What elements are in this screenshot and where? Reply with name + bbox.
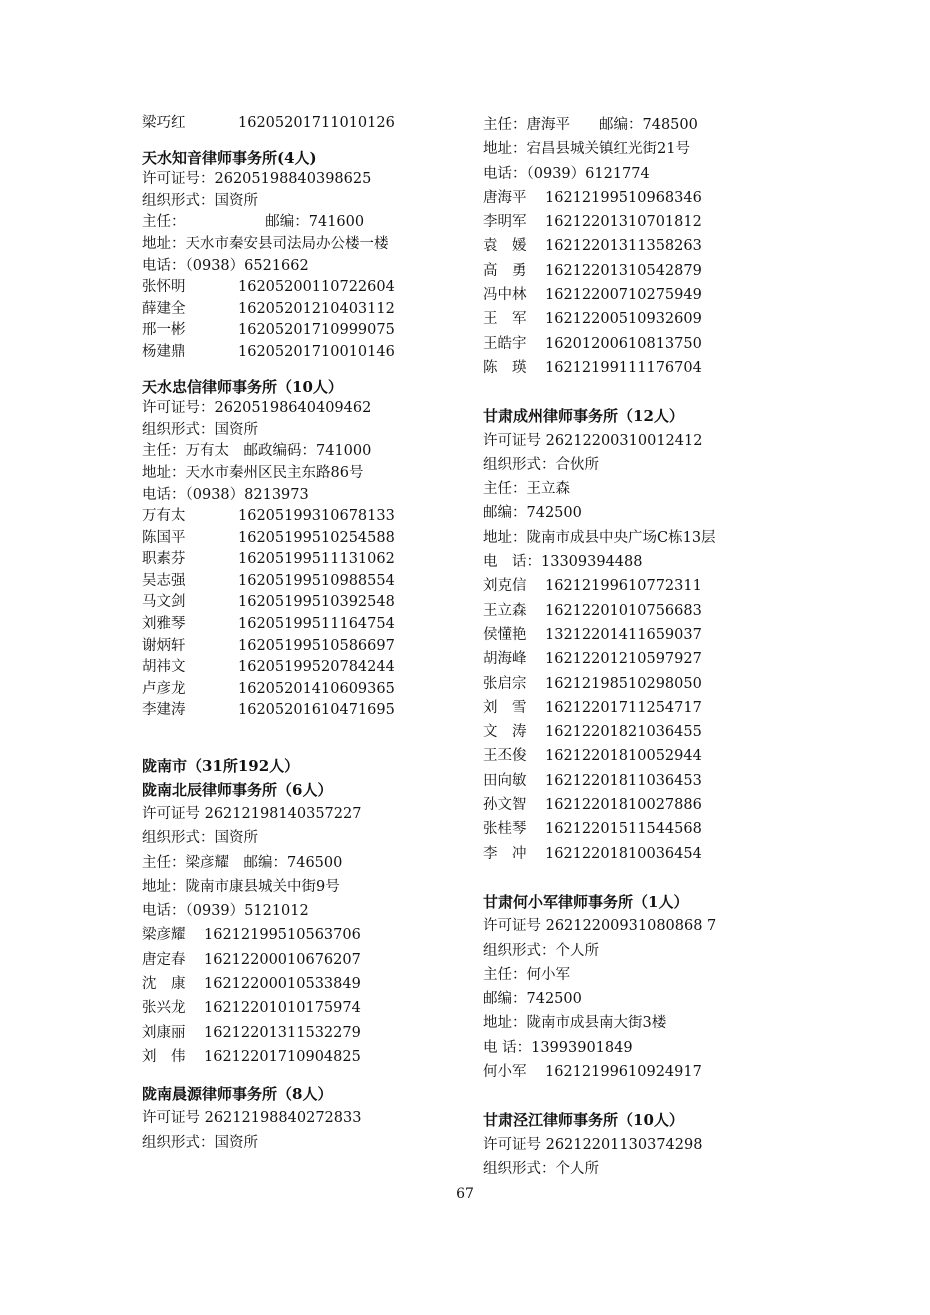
- firm-block: [483, 1108, 823, 1181]
- firm-info-line: 许可证号：26205198640409462: [142, 400, 372, 417]
- member-row: [142, 592, 462, 614]
- firm-info-line: 地址：陇南市康县城关中街9号: [142, 878, 340, 895]
- member-cert: 16212201810036454: [545, 845, 702, 862]
- member-name: 张启宗: [483, 675, 527, 692]
- member-cert: 16212200010533849: [204, 976, 361, 992]
- member-cert: 16205201610471695: [238, 702, 395, 719]
- firm-info-line: 地址：宕昌县城关镇红光街21号: [483, 141, 690, 158]
- firm-info-line: 电话：（0939）6121774: [483, 165, 650, 182]
- firm-info-line: 组织形式：合伙所: [483, 456, 599, 473]
- member-cert: 16212201810052944: [545, 748, 702, 765]
- member-name: 邢一彬: [142, 322, 186, 339]
- firm-info-line: 电 话：13993901849: [483, 1039, 633, 1056]
- member-name: 吴志强: [142, 572, 186, 589]
- member-name: 王丕俊: [483, 748, 527, 765]
- firm-block: [142, 148, 462, 364]
- member-row: [142, 506, 462, 528]
- member-name: 沈 康: [142, 976, 186, 992]
- member-row: [142, 113, 462, 135]
- member-name: 侯懂艳: [483, 626, 527, 643]
- member-name: 刘康丽: [142, 1024, 186, 1041]
- member-row: [142, 1021, 462, 1045]
- firm-info-line: 主任：王立森: [483, 481, 570, 498]
- member-name: 田向敏: [483, 772, 527, 789]
- member-name: 唐海平: [483, 189, 527, 206]
- firm-info-line: 地址：天水市秦州区民主东路86号: [142, 464, 364, 481]
- firm-info-line: 组织形式：国资所: [142, 421, 258, 438]
- member-cert: 16212201310542879: [545, 262, 702, 279]
- firm-name: 陇南北辰律师事务所（6人）: [142, 780, 333, 799]
- member-cert: 16212199610772311: [545, 578, 702, 595]
- firm-info-line: 电话：（0938）6521662: [142, 257, 309, 274]
- city-header: 陇南市（31所192人）: [142, 757, 300, 776]
- firm-info-line: 许可证号 26212201130374298: [483, 1136, 703, 1153]
- member-row: [483, 599, 823, 623]
- member-cert: 16205199511131062: [238, 551, 395, 568]
- member-row: [142, 320, 462, 342]
- member-name: 孙文智: [483, 797, 527, 814]
- member-row: [483, 210, 823, 234]
- member-cert: 16205199510392548: [238, 594, 395, 611]
- firm-name: 陇南晨源律师事务所（8人）: [142, 1085, 333, 1104]
- member-cert: 16212200710275949: [545, 287, 702, 304]
- member-row: [142, 1045, 462, 1069]
- member-name: 何小军: [483, 1063, 527, 1080]
- member-row: [142, 679, 462, 701]
- firm-info-line: 主任：唐海平 邮编：748500: [483, 117, 698, 133]
- firm-block: [142, 778, 462, 1070]
- member-name: 张桂琴: [483, 821, 527, 838]
- member-name: 薛建全: [142, 300, 186, 317]
- member-cert: 16205199310678133: [238, 508, 395, 525]
- member-row: [483, 186, 823, 210]
- firm-name: 天水忠信律师事务所（10人）: [142, 377, 343, 396]
- member-name: 万有太: [142, 508, 186, 525]
- member-cert: 16212201821036455: [545, 724, 702, 741]
- firm-info-line: 地址：陇南市成县中央广场C栋13层: [483, 529, 716, 546]
- firm-info-line: 组织形式：国资所: [142, 1134, 258, 1151]
- member-row: [483, 769, 823, 793]
- member-cert: 16212200510932609: [545, 311, 702, 328]
- member-row: [483, 259, 823, 283]
- member-row: [142, 342, 462, 364]
- member-name: 卢彦龙: [142, 680, 186, 697]
- member-row: [142, 528, 462, 550]
- member-name: 刘 伟: [142, 1048, 186, 1065]
- member-row: [142, 700, 462, 722]
- firm-info-line: 主任：梁彦耀 邮编：746500: [142, 854, 343, 871]
- member-name: 王 军: [483, 311, 527, 328]
- firm-info-line: 许可证号 26212200931080868 7: [483, 918, 717, 935]
- member-name: 王立森: [483, 602, 527, 619]
- member-name: 唐定春: [142, 951, 186, 968]
- member-cert: 16212199510563706: [204, 927, 361, 944]
- firm-info-line: 邮编：742500: [483, 991, 582, 1008]
- member-name: 胡海峰: [483, 651, 527, 668]
- member-name: 梁巧红: [142, 115, 186, 131]
- member-cert: 16212199610924917: [545, 1063, 702, 1080]
- firm-info-line: 邮编：742500: [483, 505, 582, 522]
- member-cert: 16212201010756683: [545, 602, 702, 619]
- page-number: 67: [456, 1186, 474, 1202]
- member-row: [142, 923, 462, 947]
- member-cert: 16212199111176704: [545, 359, 702, 376]
- member-cert: 16205201410609365: [238, 680, 395, 697]
- member-name: 张兴龙: [142, 1000, 186, 1017]
- member-row: [483, 647, 823, 671]
- member-row: [483, 283, 823, 307]
- member-cert: 16205201711010126: [238, 115, 395, 131]
- firm-info-line: 主任：何小军: [483, 966, 570, 983]
- member-name: 马文剑: [142, 594, 186, 611]
- member-cert: 16205201210403112: [238, 300, 395, 317]
- member-row: [483, 672, 823, 696]
- member-row: [142, 299, 462, 321]
- member-name: 刘 雪: [483, 699, 527, 716]
- member-row: [483, 332, 823, 356]
- firm-info-line: 电话：（0939）5121012: [142, 903, 309, 920]
- member-row: [142, 614, 462, 636]
- firm-name: 甘肃成州律师事务所（12人）: [483, 407, 684, 426]
- member-cert: 16212201311358263: [545, 238, 702, 255]
- firm-name: 甘肃何小军律师事务所（1人）: [483, 892, 689, 911]
- member-row: [483, 842, 823, 866]
- member-name: 梁彦耀: [142, 927, 186, 944]
- member-cert: 16212201811036453: [545, 772, 702, 789]
- member-cert: 16212200010676207: [204, 951, 361, 968]
- member-cert: 16205200110722604: [238, 279, 395, 296]
- firm-info-line: 地址：陇南市成县南大街3楼: [483, 1015, 667, 1032]
- member-cert: 13212201411659037: [545, 626, 702, 643]
- firm-info-line: 许可证号 26212198140357227: [142, 805, 362, 822]
- firm-info-line: 组织形式：国资所: [142, 192, 258, 209]
- member-row: [483, 356, 823, 380]
- member-cert: 16201200610813750: [545, 335, 702, 352]
- member-row: [142, 996, 462, 1020]
- member-row: [483, 234, 823, 258]
- member-name: 李明军: [483, 214, 527, 231]
- firm-info-line: 地址：天水市秦安县司法局办公楼一楼: [142, 235, 389, 252]
- firm-info-line: 主任：万有太 邮政编码：741000: [142, 443, 372, 460]
- member-row: [142, 948, 462, 972]
- firm-info-line: 许可证号：26205198840398625: [142, 171, 372, 188]
- member-row: [483, 307, 823, 331]
- member-name: 陈国平: [142, 529, 186, 546]
- member-cert: 16205201710010146: [238, 343, 395, 360]
- member-cert: 16212201711254717: [545, 699, 702, 716]
- member-row: [142, 571, 462, 593]
- member-row: [483, 817, 823, 841]
- member-name: 职素芬: [142, 551, 186, 568]
- firm-info-line: 许可证号 26212200310012412: [483, 432, 703, 449]
- member-cert: 16212201311532279: [204, 1024, 361, 1041]
- firm-name: 天水知音律师事务所(4人): [142, 148, 317, 167]
- member-row: [142, 657, 462, 679]
- member-name: 张怀明: [142, 279, 186, 296]
- member-cert: 16205199510586697: [238, 637, 395, 654]
- member-name: 冯中林: [483, 287, 527, 304]
- member-cert: 16212199510968346: [545, 189, 702, 206]
- member-row: [483, 1060, 823, 1084]
- member-row: [483, 696, 823, 720]
- member-name: 王皓宇: [483, 335, 527, 352]
- member-name: 刘雅琴: [142, 616, 186, 633]
- member-name: 李建涛: [142, 702, 186, 719]
- member-row: [142, 549, 462, 571]
- member-name: 文 涛: [483, 724, 527, 741]
- firm-info-line: 许可证号 26212198840272833: [142, 1110, 362, 1127]
- left-column: [142, 113, 462, 1155]
- member-name: 陈 瑛: [483, 359, 527, 376]
- firm-info-line: 主任： 邮编：741600: [142, 214, 365, 231]
- member-row: [142, 636, 462, 658]
- member-cert: 16205201710999075: [238, 322, 395, 339]
- member-cert: 16212201310701812: [545, 214, 702, 231]
- member-name: 刘克信: [483, 578, 527, 595]
- member-cert: 16212201210597927: [545, 651, 702, 668]
- member-cert: 16212201710904825: [204, 1048, 361, 1065]
- member-name: 李 冲: [483, 845, 527, 862]
- member-row: [142, 277, 462, 299]
- firm-info-line: 电 话：13309394488: [483, 554, 643, 571]
- firm-info-line: 组织形式：个人所: [483, 1160, 599, 1177]
- member-name: 谢炳轩: [142, 637, 186, 654]
- member-row: [483, 744, 823, 768]
- member-cert: 16205199520784244: [238, 659, 395, 676]
- member-cert: 16212201511544568: [545, 821, 702, 838]
- member-row: [483, 623, 823, 647]
- firm-name: 甘肃泾江律师事务所（10人）: [483, 1111, 684, 1130]
- firm-info-line: 电话：（0938）8213973: [142, 486, 309, 503]
- member-cert: 16212198510298050: [545, 675, 702, 692]
- right-column: [483, 113, 823, 1181]
- firm-info-line: 组织形式：个人所: [483, 942, 599, 959]
- member-cert: 16212201810027886: [545, 797, 702, 814]
- member-row: [483, 793, 823, 817]
- member-row: [483, 720, 823, 744]
- member-name: 胡祎文: [142, 659, 186, 676]
- member-cert: 16205199510254588: [238, 529, 395, 546]
- firm-block: [483, 890, 823, 1084]
- firm-block: [483, 404, 823, 866]
- firm-block: [142, 377, 462, 723]
- firm-block: [142, 1082, 462, 1155]
- member-name: 杨建鼎: [142, 343, 186, 360]
- member-row: [142, 972, 462, 996]
- member-cert: 16205199510988554: [238, 572, 395, 589]
- member-cert: 16212201010175974: [204, 1000, 361, 1017]
- firm-info-line: 组织形式：国资所: [142, 830, 258, 847]
- member-cert: 16205199511164754: [238, 616, 395, 633]
- member-name: 袁 媛: [483, 238, 527, 255]
- member-row: [483, 574, 823, 598]
- member-name: 高 勇: [483, 262, 527, 279]
